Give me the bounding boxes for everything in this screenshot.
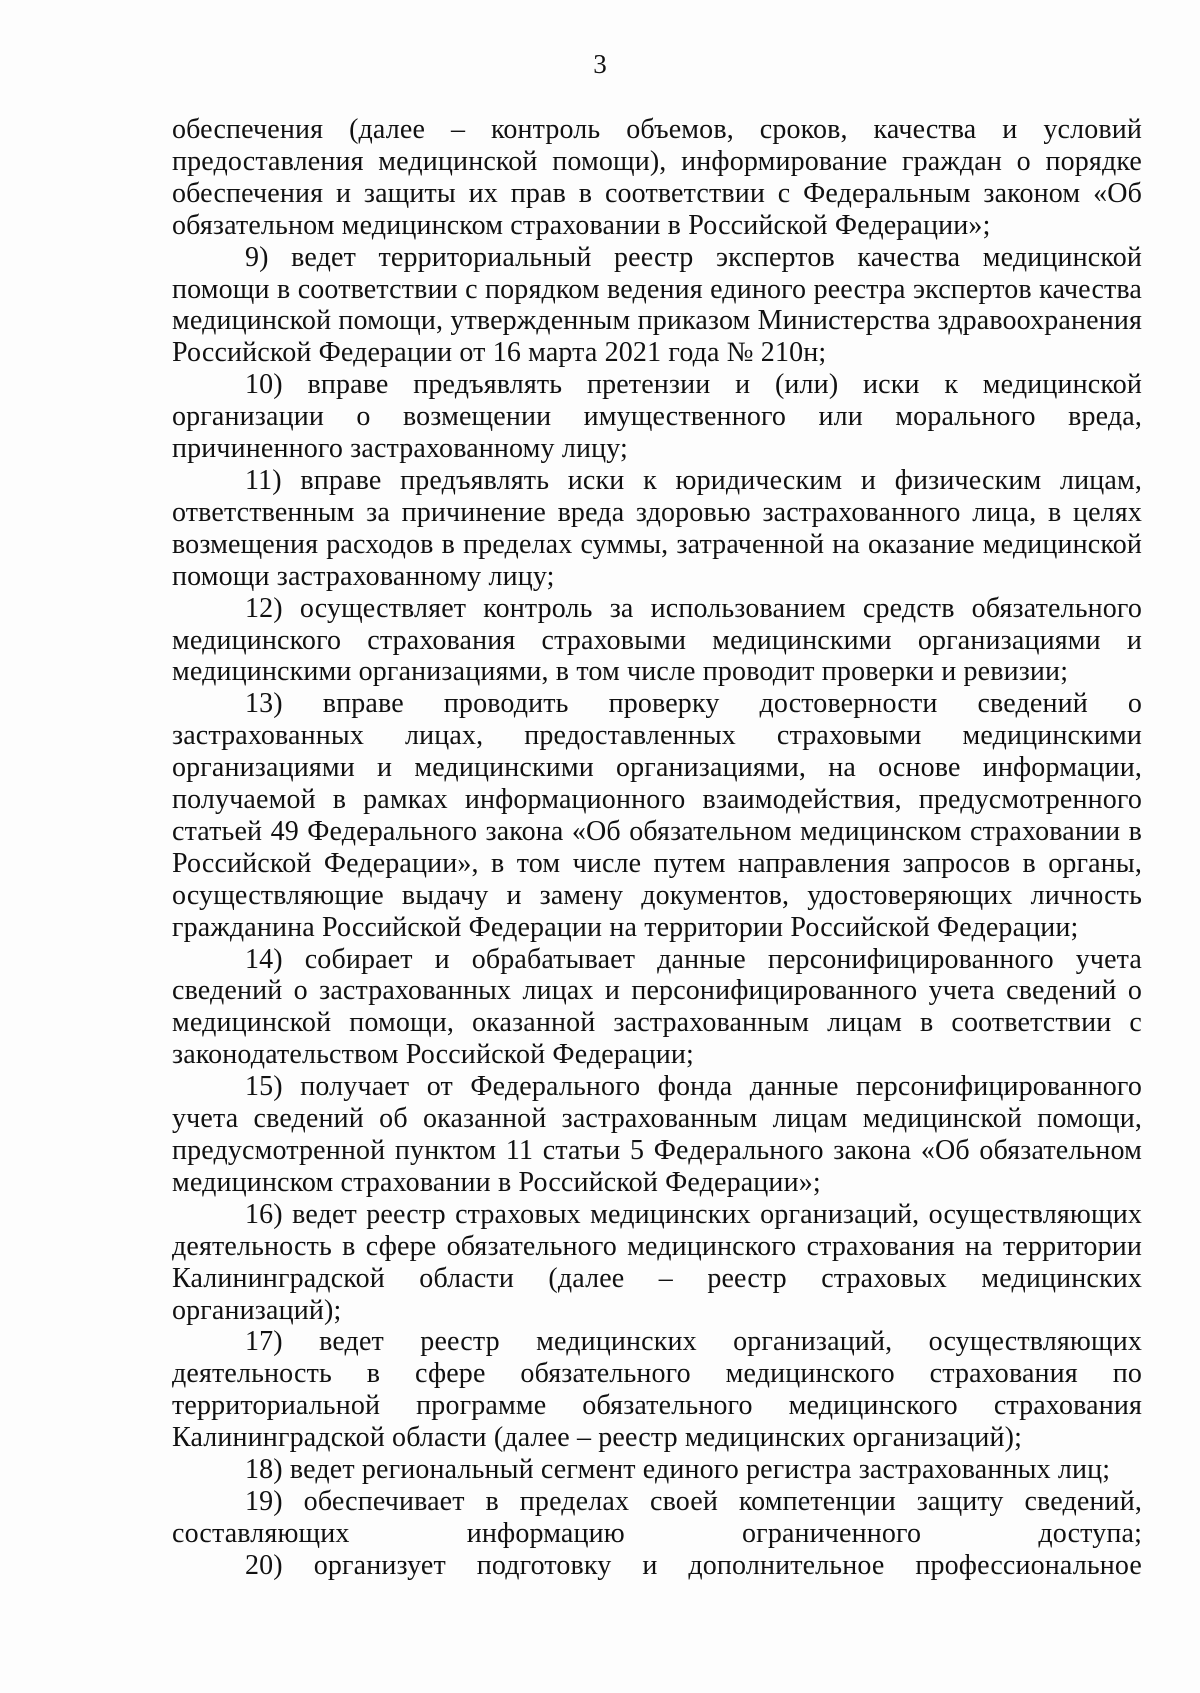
- paragraph-item-15: 15) получает от Федерального фонда данные персонифицированного учета сведений об оказанной застрахованным лицам медицинской помощи, предусмотренной пунктом 11 статьи 5 Федерального закона «Об обязательном медицинском страховании в Российской Федерации»;: [172, 1071, 1142, 1198]
- paragraph-item-9: 9) ведет территориальный реестр экспертов качества медицинской помощи в соответствии с порядком ведения единого реестра экспертов качества медицинской помощи, утвержденным приказом Министерства здравоохранения Российской Федерации от 16 марта 2021 года № 210н;: [172, 241, 1142, 369]
- document-body: [172, 114, 1142, 1582]
- page-number: 3: [593, 49, 607, 79]
- paragraph-continuation: обеспечения (далее – контроль объемов, сроков, качества и условий предоставления медицинской помощи), информирование граждан о порядке обеспечения и защиты их прав в соответствии с Федеральным законом «Об обязательном медицинском страховании в Российской Федерации»;: [172, 114, 1142, 241]
- paragraph-item-19: 19) обеспечивает в пределах своей компетенции защиту сведений, составляющих информацию ограниченного доступа;: [172, 1485, 1142, 1549]
- paragraph-item-12: 12) осуществляет контроль за использованием средств обязательного медицинского страхования страховыми медицинскими организациями и медицинскими организациями, в том числе проводит проверки и ревизии;: [172, 592, 1142, 688]
- paragraph-item-16: 16) ведет реестр страховых медицинских организаций, осуществляющих деятельность в сфере обязательного медицинского страхования на территории Калининградской области (далее – реестр страховых медицинских организаций);: [172, 1198, 1142, 1326]
- paragraph-item-17: 17) ведет реестр медицинских организаций, осуществляющих деятельность в сфере обязательного медицинского страхования по территориальной программе обязательного медицинского страхования Калининградской области (далее – реестр медицинских организаций);: [172, 1326, 1142, 1454]
- paragraph-item-18: 18) ведет региональный сегмент единого регистра застрахованных лиц;: [245, 1454, 1111, 1486]
- paragraph-item-10: 10) вправе предъявлять претензии и (или) иски к медицинской организации о возмещении имущественного или морального вреда, причиненного застрахованному лицу;: [172, 369, 1142, 465]
- paragraph-item-11: 11) вправе предъявлять иски к юридическим и физическим лицам, ответственным за причинение вреда здоровью застрахованного лица, в целях возмещения расходов в пределах суммы, затраченной на оказание медицинской помощи застрахованному лицу;: [172, 464, 1142, 592]
- paragraph-item-13: 13) вправе проводить проверку достоверности сведений о застрахованных лицах, предоставленных страховыми медицинскими организациями и медицинскими организациями, на основе информации, получаемой в рамках информационного взаимодействия, предусмотренного статьей 49 Федерального закона «Об обязательном медицинском страховании в Российской Федерации», в том числе путем направления запросов в органы, осуществляющие выдачу и замену документов, удостоверяющих личность гражданина Российской Федерации на территории Российской Федерации;: [172, 688, 1142, 943]
- paragraph-item-20: 20) организует подготовку и дополнительное профессиональное: [245, 1549, 1142, 1581]
- paragraph-item-14: 14) собирает и обрабатывает данные персонифицированного учета сведений о застрахованных лицах и персонифицированного учета сведений о медицинской помощи, оказанной застрахованным лицам в соответствии с законодательством Российской Федерации;: [172, 943, 1142, 1071]
